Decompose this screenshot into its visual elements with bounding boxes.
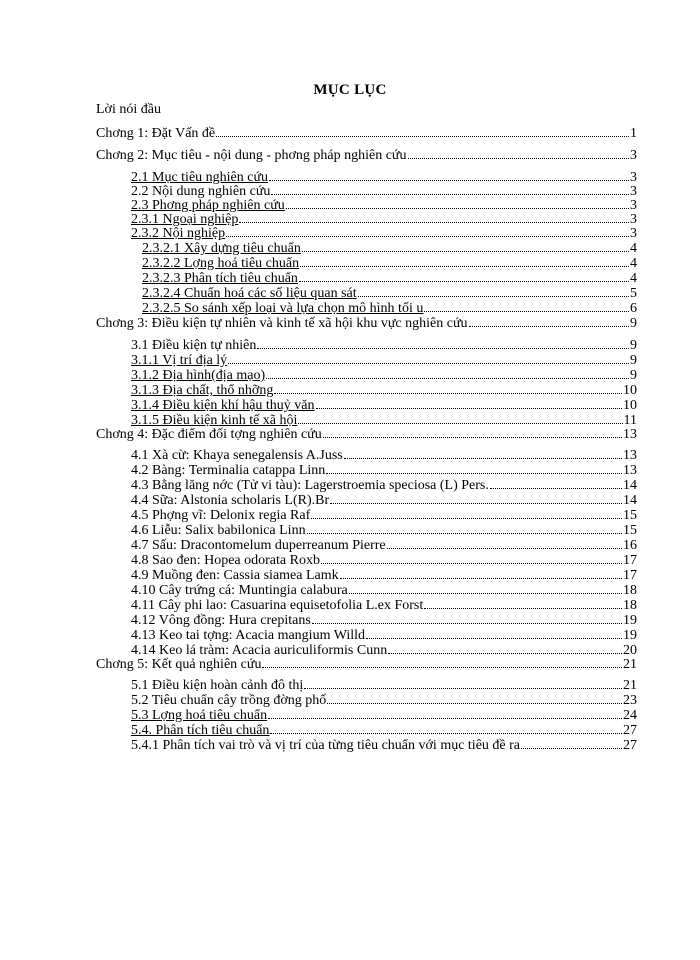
toc-entry-text: 4.6 Liễu: Salix babilonica Linn <box>131 523 306 538</box>
toc-entry-text: 2.3.2 Nội nghiệp <box>131 226 226 241</box>
toc-entry-page: 3 <box>630 226 637 241</box>
dot-leader <box>469 315 629 327</box>
dot-leader <box>300 255 629 267</box>
dot-leader <box>490 477 622 489</box>
dot-leader <box>302 240 629 252</box>
toc-entry-page: 17 <box>623 568 637 583</box>
toc-entry-text: 4.13 Keo tai tợng: Acacia mangium Willd <box>131 628 366 643</box>
dot-leader <box>323 426 622 438</box>
toc-entry-page: 3 <box>630 212 637 227</box>
toc-entry-page: 4 <box>630 271 637 286</box>
dot-leader <box>388 642 622 654</box>
toc-entry-page: 3 <box>630 170 637 185</box>
dot-leader <box>340 567 622 579</box>
toc-entry-page: 21 <box>623 678 637 693</box>
toc-entry-text: 2.3.2.2 Lợng hoá tiêu chuẩn <box>142 256 300 271</box>
toc-entry-text: 3.1 Điều kiện tự nhiên <box>131 338 257 353</box>
toc-entry-text: Chơng 1: Đặt Vấn đề <box>96 126 216 141</box>
toc-entry-page: 11 <box>623 413 637 428</box>
dot-leader <box>387 537 622 549</box>
dot-leader <box>257 337 629 349</box>
toc-entry-text: 5.3 Lợng hoá tiêu chuẩn <box>131 708 268 723</box>
toc-entry-page: 9 <box>630 353 637 368</box>
toc-entry-page: 27 <box>623 723 637 738</box>
dot-leader <box>312 612 622 624</box>
dot-leader <box>424 300 629 312</box>
toc-entry-text: Chơng 5: Kết quả nghiên cứu <box>96 657 262 672</box>
toc-entry-text: 4.1 Xà cừ: Khaya senegalensis A.Juss <box>131 448 343 463</box>
dot-leader <box>262 656 622 668</box>
toc-entry-text: 2.3.2.1 Xây dựng tiêu chuẩn <box>142 241 301 256</box>
toc-entry[interactable] <box>131 737 637 754</box>
dot-leader <box>521 737 622 749</box>
dot-leader <box>226 225 629 237</box>
toc-entry[interactable] <box>96 656 637 673</box>
toc-entry[interactable] <box>96 147 637 164</box>
toc-entry-text: 4.14 Keo lá tràm: Acacia auriculiformis Cunn <box>131 643 388 658</box>
toc-entry-page: 19 <box>623 628 637 643</box>
dot-leader <box>311 507 622 519</box>
toc-entry-text: Chơng 4: Đặc điểm đối tợng nghiên cứu <box>96 427 322 442</box>
toc-entry-page: 16 <box>623 538 637 553</box>
toc-entry-page: 6 <box>630 301 637 316</box>
toc-entry-page: 9 <box>630 338 637 353</box>
dot-leader <box>304 677 622 689</box>
dot-leader <box>216 125 629 137</box>
toc-entry-page: 27 <box>623 738 637 753</box>
toc-entry-text: 4.8 Sao đen: Hopea odorata Roxb <box>131 553 320 568</box>
dot-leader <box>274 382 622 394</box>
dot-leader <box>408 147 629 159</box>
toc-entry[interactable] <box>96 315 637 332</box>
dot-leader <box>349 582 622 594</box>
toc-entry-text: 4.10 Cây trứng cá: Muntingia calabura <box>131 583 348 598</box>
dot-leader <box>268 707 622 719</box>
toc-entry-page: 19 <box>623 613 637 628</box>
toc-entry-page: 15 <box>623 508 637 523</box>
dot-leader <box>270 722 622 734</box>
toc-entry-text: 5.4. Phân tích tiêu chuẩn <box>131 723 270 738</box>
toc-preface: Lời nói đầu <box>96 102 161 117</box>
toc-entry-page: 13 <box>623 463 637 478</box>
toc-entry-text: Chơng 2: Mục tiêu - nội dung - phơng pháp nghiên cứu <box>96 148 407 163</box>
dot-leader <box>344 447 622 459</box>
toc-entry-page: 3 <box>630 148 637 163</box>
toc-entry-text: 5.1 Điều kiện hoàn cảnh đô thị <box>131 678 304 693</box>
dot-leader <box>326 462 622 474</box>
toc-entry-page: 18 <box>623 598 637 613</box>
toc-entry-text: 4.12 Vông đồng: Hura crepitans <box>131 613 311 628</box>
toc-entry-text: 4.5 Phợng vĩ: Delonix regia Raf <box>131 508 311 523</box>
toc-entry-page: 10 <box>623 383 637 398</box>
toc-entry-text: 2.3.1 Ngoại nghiệp <box>131 212 239 227</box>
toc-entry-page: 4 <box>630 241 637 256</box>
dot-leader <box>298 412 622 424</box>
toc-entry-page: 4 <box>630 256 637 271</box>
toc-entry-text: 4.3 Bằng lăng nớc (Tử vi tàu): Lagerstroemia speciosa (L) Pers. <box>131 478 489 493</box>
toc-entry-text: 4.11 Cây phi lao: Casuarina equisetofolia L.ex Forst <box>131 598 424 613</box>
toc-entry-text: 2.3.2.3 Phân tích tiêu chuẩn <box>142 271 298 286</box>
dot-leader <box>321 552 622 564</box>
dot-leader <box>307 522 622 534</box>
dot-leader <box>271 183 629 195</box>
toc-entry-text: 2.3 Phơng pháp nghiên cứu <box>131 198 285 213</box>
toc-entry-page: 9 <box>630 368 637 383</box>
toc-entry-text: 2.3.2.5 So sánh xếp loại và lựa chọn mô hình tối u <box>142 301 424 316</box>
toc-entry-page: 14 <box>623 493 637 508</box>
dot-leader <box>330 492 622 504</box>
toc-entry-page: 21 <box>623 657 637 672</box>
toc-entry-page: 1 <box>630 126 637 141</box>
toc-entry-text: 3.1.3 Địa chất, thổ nhỡng <box>131 383 274 398</box>
toc-entry-page: 9 <box>630 316 637 331</box>
dot-leader <box>358 285 629 297</box>
toc-entry-text: 4.7 Sấu: Dracontomelum duperreanum Pierre <box>131 538 386 553</box>
toc-entry-text: 3.1.1 Vị trí địa lý <box>131 353 228 368</box>
dot-leader <box>299 270 629 282</box>
toc-entry-page: 23 <box>623 693 637 708</box>
toc-entry-text: 2.1 Mục tiêu nghiên cứu <box>131 170 269 185</box>
dot-leader <box>366 627 622 639</box>
toc-entry-page: 14 <box>623 478 637 493</box>
dot-leader <box>266 367 629 379</box>
toc-entry-text: 5.2 Tiêu chuẩn cây trồng đờng phố <box>131 693 327 708</box>
toc-entry-text: 3.1.4 Điều kiện khí hậu thuỷ văn <box>131 398 315 413</box>
toc-entry-page: 10 <box>623 398 637 413</box>
toc-entry-page: 13 <box>623 448 637 463</box>
dot-leader <box>327 692 622 704</box>
toc-entry-text: Chơng 3: Điều kiện tự nhiên và kinh tế xã hội khu vực nghiên cứu <box>96 316 468 331</box>
toc-entry-text: 2.3.2.4 Chuẩn hoá các số liệu quan sát <box>142 286 357 301</box>
toc-entry-text: 4.4 Sữa: Alstonia scholaris L(R).Br <box>131 493 330 508</box>
toc-entry-page: 5 <box>630 286 637 301</box>
toc-entry[interactable] <box>96 125 637 142</box>
toc-entry-page: 13 <box>623 427 637 442</box>
dot-leader <box>424 597 622 609</box>
dot-leader <box>269 169 629 181</box>
toc-entry-text: 3.1.2 Địa hình(địa mạo) <box>131 368 266 383</box>
toc-title: MỤC LỤC <box>313 82 387 98</box>
dot-leader <box>286 197 629 209</box>
dot-leader <box>316 397 622 409</box>
toc-entry-page: 18 <box>623 583 637 598</box>
toc-entry-text: 4.2 Bàng: Terminalia catappa Linn <box>131 463 326 478</box>
toc-entry-page: 15 <box>623 523 637 538</box>
toc-entry[interactable] <box>96 426 637 443</box>
toc-entry-text: 5.4.1 Phân tích vai trò và vị trí của từng tiêu chuẩn với mục tiêu đề ra <box>131 738 520 753</box>
toc-entry-page: 24 <box>623 708 637 723</box>
toc-entry-text: 4.9 Muồng đen: Cassia siamea Lamk <box>131 568 339 583</box>
toc-entry-page: 17 <box>623 553 637 568</box>
dot-leader <box>228 352 629 364</box>
toc-entry-text: 2.2 Nội dung nghiên cứu <box>131 184 271 199</box>
toc-entry-page: 3 <box>630 184 637 199</box>
dot-leader <box>239 211 629 223</box>
toc-entry-text: 3.1.5 Điều kiện kinh tế xã hội <box>131 413 298 428</box>
toc-entry-page: 20 <box>623 643 637 658</box>
toc-entry-page: 3 <box>630 198 637 213</box>
